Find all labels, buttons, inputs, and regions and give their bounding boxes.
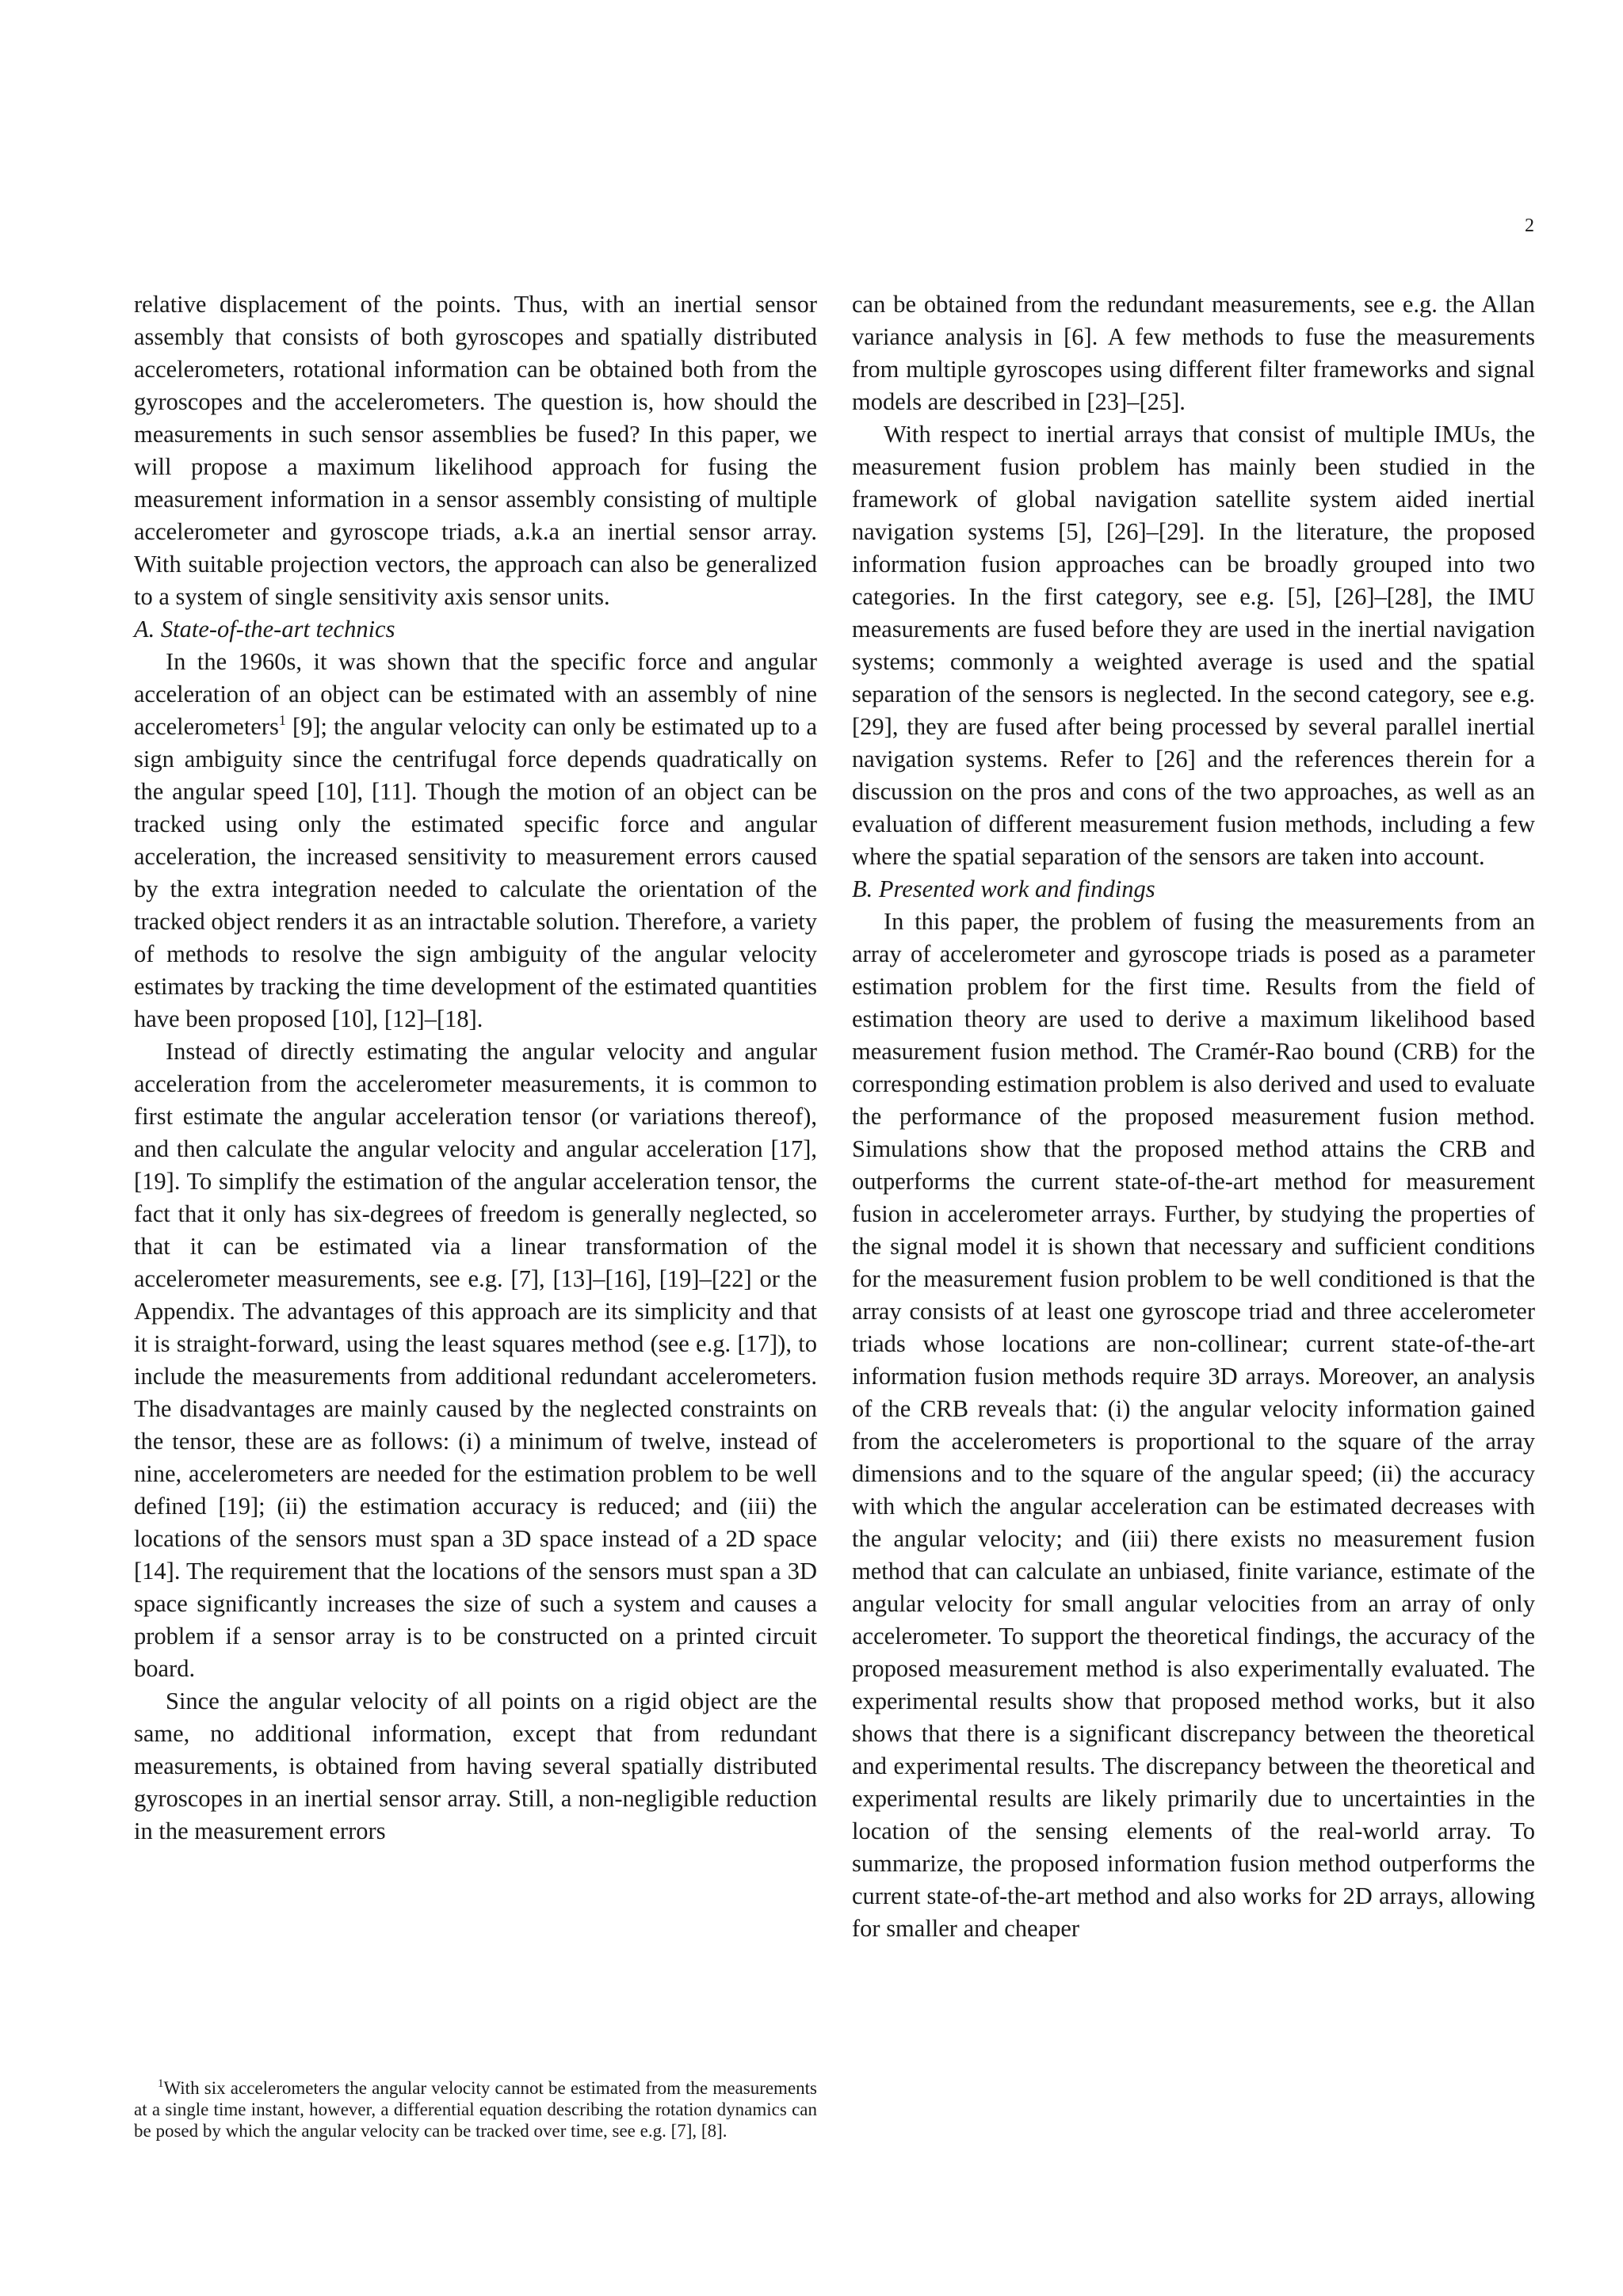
footnote-number: 1 [158,2077,164,2090]
section-heading-state-of-the-art: A. State-of-the-art technics [134,616,395,643]
paragraph-1960s-text-a: In the 1960s, it was shown that the specific force and angular acceleration of an object can be estimated with an assembly of nine accelerometers [134,648,817,740]
page-number: 2 [1525,215,1534,236]
section-heading-presented-work: B. Presented work and findings [852,875,1155,902]
paragraph-tensor-estimation: Instead of directly estimating the angular velocity and angular acceleration from the accelerometer measurements, it is common to first estimate the angular acceleration tensor (or variations thereof), and then calculate the angular velocity and angular acceleration [17], [19]. To simplify the estimation of the angular acceleration tensor, the fact that it only has six-degrees of freedom is generally neglected, so that it can be estimated via a linear transformation of the accelerometer measurements, see e.g. [7], [13]–[16], [19]–[22] or the Appendix. The advantages of this approach are its simplicity and that it is straight-forward, using the least squares method (see e.g. [17]), to include the measurements from additional redundant accelerometers. The disadvantages are mainly caused by the neglected constraints on the tensor, these are as follows: (i) a minimum of twelve, instead of nine, accelerometers are needed for the estimation problem to be well defined [19]; (ii) the estimation accuracy is reduced; and (iii) the locations of the sensors must span a 3D space instead of a 2D space [14]. The requirement that the locations of the sensors must span a 3D space significantly increases the size of such a system and causes a problem if a sensor array is to be constructed on a printed circuit board. [134,1038,817,1682]
paragraph-1960s-text-b: [9]; the angular velocity can only be estimated up to a sign ambiguity since the centrifugal force depends quadratically on the angular speed [10], [11]. Though the motion of an object can be tracked using only the estimated specific force and angular acceleration, the increased sensitivity to measurement errors caused by the extra integration needed to calculate the orientation of the tracked object renders it as an intractable solution. Therefore, a variety of methods to resolve the sign ambiguity of the angular velocity estimates by tracking the time development of the estimated quantities have been proposed [10], [12]–[18]. [134,713,817,1032]
paragraph-1960s [134,646,817,1035]
paragraph-gyroscopes: Since the angular velocity of all points on a rigid object are the same, no additional information, except that from redundant measurements, is obtained from having several spatially distributed gyroscopes in an inertial sensor array. Still, a non-negligible reduction in the measurement errors [134,1688,817,1844]
right-column [852,288,1535,1945]
footnote-text: With six accelerometers the angular velocity cannot be estimated from the measurements at a single time instant, however, a differential equation describing the rotation dynamics can be posed by which the angular velocity can be tracked over time, see e.g. [7], [8]. [134,2078,817,2141]
paragraph-presented-work: In this paper, the problem of fusing the measurements from an array of accelerometer and gyroscope triads is posed as a parameter estimation problem for the first time. Results from the field of estimation theory are used to derive a maximum likelihood based measurement fusion method. The Cramér-Rao bound (CRB) for the corresponding estimation problem is also derived and used to evaluate the performance of the proposed measurement fusion method. Simulations show that the proposed method attains the CRB and outperforms the current state-of-the-art method for measurement fusion in accelerometer arrays. Further, by studying the properties of the signal model it is shown that necessary and sufficient conditions for the measurement fusion problem to be well conditioned is that the array consists of at least one gyroscope triad and three accelerometer triads whose locations are non-collinear; current state-of-the-art information fusion methods require 3D arrays. Moreover, an analysis of the CRB reveals that: (i) the angular velocity information gained from the accelerometers is proportional to the square of the array dimensions and to the square of the angular speed; (ii) the accuracy with which the angular acceleration can be estimated decreases with the angular velocity; and (iii) there exists no measurement fusion method that can calculate an unbiased, finite variance, estimate of the angular velocity for small angular velocities from an array of only accelerometer. To support the theoretical findings, the accuracy of the proposed measurement method is also experimentally evaluated. The experimental results show that proposed method works, but it also shows that there is a significant discrepancy between the theoretical and experimental results. The discrepancy between the theoretical and experimental results are likely primarily due to uncertainties in the location of the sensing elements of the real-world array. To summarize, the proposed information fusion method outperforms the current state-of-the-art method and also works for 2D arrays, allowing for smaller and cheaper [852,908,1535,1942]
left-column [134,288,817,1848]
paragraph-allan-variance: can be obtained from the redundant measurements, see e.g. the Allan variance analysis in [6]. A few methods to fuse the measurements from multiple gyroscopes using different filter frameworks and signal models are described in [23]–[25]. [852,291,1535,415]
footnote [134,2077,817,2142]
paragraph-intro-continued: relative displacement of the points. Thus, with an inertial sensor assembly that consists of both gyroscopes and spatially distributed accelerometers, rotational information can be obtained both from the gyroscopes and the accelerometers. The question is, how should the measurements in such sensor assemblies be fused? In this paper, we will propose a maximum likelihood approach for fusing the measurement information in a sensor assembly consisting of multiple accelerometer and gyroscope triads, a.k.a an inertial sensor array. With suitable projection vectors, the approach can also be generalized to a system of single sensitivity axis sensor units. [134,291,817,610]
footnote-marker: 1 [278,712,286,728]
paragraph-imu-arrays: With respect to inertial arrays that consist of multiple IMUs, the measurement fusion problem has mainly been studied in the framework of global navigation satellite system aided inertial navigation systems [5], [26]–[29]. In the literature, the proposed information fusion approaches can be broadly grouped into two categories. In the first category, see e.g. [5], [26]–[28], the IMU measurements are fused before they are used in the inertial navigation systems; commonly a weighted average is used and the spatial separation of the sensors is neglected. In the second category, see e.g. [29], they are fused after being processed by several parallel inertial navigation systems. Refer to [26] and the references therein for a discussion on the pros and cons of the two approaches, as well as an evaluation of different measurement fusion methods, including a few where the spatial separation of the sensors are taken into account. [852,421,1535,870]
